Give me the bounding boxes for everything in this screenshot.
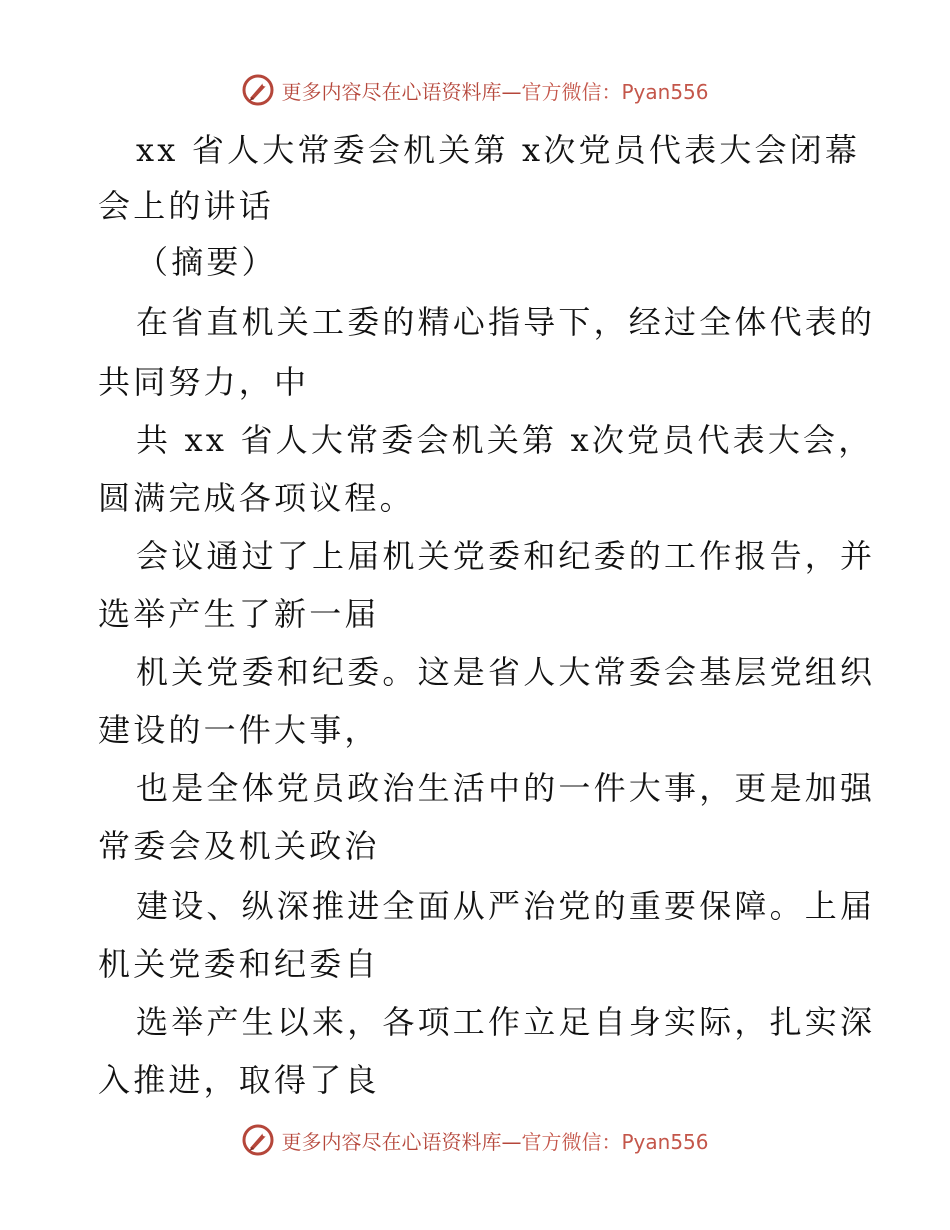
paragraph-line: 入推进，取得了良: [98, 1061, 380, 1099]
paragraph-line: 机关党委和纪委。这是省人大常委会基层党组织: [136, 653, 876, 691]
watermark-account: Pyan556: [621, 79, 709, 104]
watermark-text: [281, 1126, 708, 1155]
footer-watermark: [0, 1120, 950, 1160]
watermark-separator: —: [501, 79, 522, 104]
paragraph-line: 也是全体党员政治生活中的一件大事，更是加强: [136, 769, 876, 807]
watermark-brand: 更多内容尽在心语资料库: [281, 79, 502, 104]
paragraph-line: 共同努力，中: [98, 363, 310, 401]
watermark-account: Pyan556: [621, 1129, 709, 1154]
paragraph-line: 机关党委和纪委自: [98, 945, 380, 983]
paragraph-line: 在省直机关工委的精心指导下，经过全体代表的: [136, 303, 876, 341]
watermark-brand: 更多内容尽在心语资料库: [281, 1129, 502, 1154]
paragraph-line: 会议通过了上届机关党委和纪委的工作报告，并: [136, 537, 876, 575]
paragraph-line: 建设的一件大事，: [98, 711, 380, 749]
title-line-2: 会上的讲话: [98, 187, 275, 225]
abstract-label: （摘要）: [136, 243, 277, 281]
pen-logo-icon: [241, 1123, 275, 1157]
paragraph-line: 共 xx 省人大常委会机关第 x次党员代表大会，: [136, 421, 874, 459]
paragraph-line: 选举产生了新一届: [98, 595, 380, 633]
paragraph-line: 常委会及机关政治: [98, 827, 380, 865]
paragraph-line: 选举产生以来，各项工作立足自身实际，扎实深: [136, 1003, 876, 1041]
paragraph-line: 建设、纵深推进全面从严治党的重要保障。上届: [136, 887, 876, 925]
pen-logo-icon: [241, 73, 275, 107]
paragraph-line: 圆满完成各项议程。: [98, 479, 415, 517]
header-watermark: [0, 70, 950, 110]
title-line-1: xx 省人大常委会机关第 x次党员代表大会闭幕: [136, 131, 861, 169]
watermark-official: 官方微信：: [521, 79, 622, 104]
watermark-separator: —: [501, 1129, 522, 1154]
watermark-text: [281, 76, 708, 105]
watermark-official: 官方微信：: [521, 1129, 622, 1154]
